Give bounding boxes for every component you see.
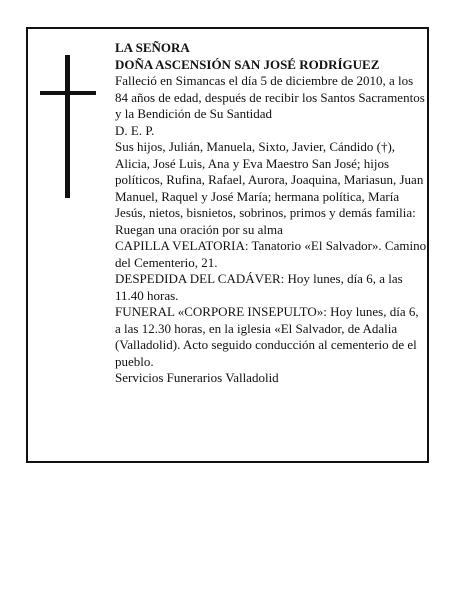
- family-list: Sus hijos, Julián, Manuela, Sixto, Javier, Cándido (†), Alicia, José Luis, Ana y Eva Maestro San José; hijos políticos, Rufina, Rafael, Aurora, Joaquina, Mariasun, Juan Manuel, Raquel y José María; hermana política, María Jesús, nietos, bisnietos, sobrinos, primos y demás familia:: [115, 139, 424, 220]
- cross-icon: [40, 55, 94, 198]
- notice-text: [115, 40, 427, 387]
- prayer-request: Ruegan una oración por su alma: [115, 221, 283, 237]
- death-announcement: Falleció en Simancas el día 5 de diciembre de 2010, a los 84 años de edad, después de recibir los Santos Sacramentos y la Bendición de Su Santidad: [115, 73, 425, 121]
- rip-line: D. E. P.: [115, 122, 155, 138]
- cross-vertical-bar: [65, 55, 70, 198]
- chapel-info: CAPILLA VELATORIA: Tanatorio «El Salvador». Camino del Cementerio, 21.: [115, 238, 427, 270]
- deceased-name: DOÑA ASCENSIÓN SAN JOSÉ RODRÍGUEZ: [115, 56, 380, 72]
- notice-heading-title: LA SEÑORA: [115, 40, 190, 55]
- funeral-services-name: Servicios Funerarios Valladolid: [115, 370, 279, 385]
- funeral-info: FUNERAL «CORPORE INSEPULTO»: Hoy lunes, día 6, a las 12.30 horas, en la iglesia «El Salvador, de Adalia (Valladolid). Acto seguido conducción al cementerio de el pueblo.: [115, 304, 419, 369]
- farewell-info: DESPEDIDA DEL CADÁVER: Hoy lunes, día 6, a las 11.40 horas.: [115, 271, 403, 303]
- obituary-notice: [26, 27, 429, 463]
- cross-horizontal-bar: [40, 91, 96, 95]
